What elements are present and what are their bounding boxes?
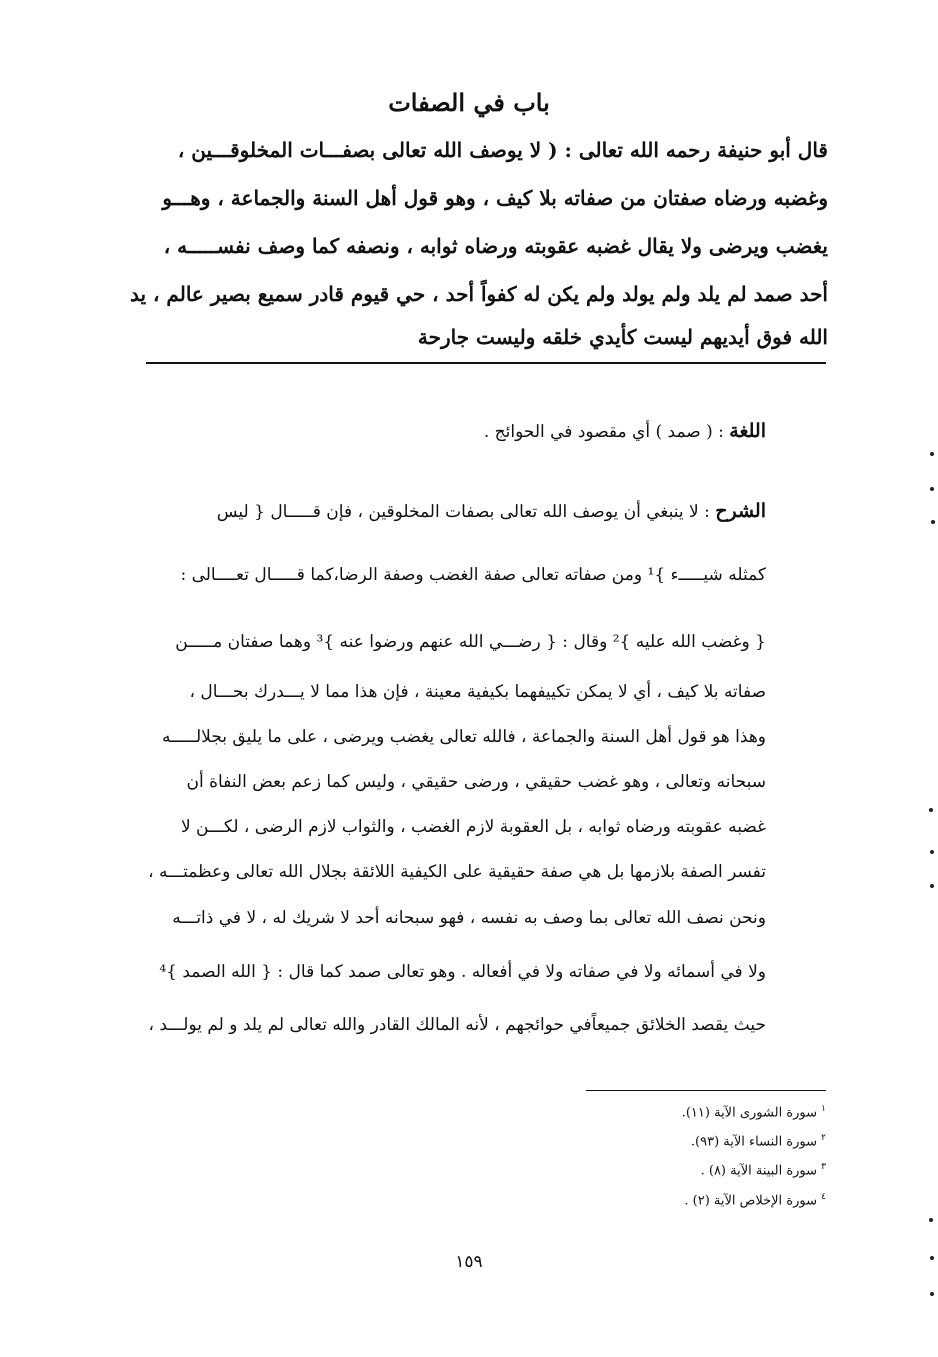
matn-line: يغضب ويرضى ولا يقال غضبه عقوبته ورضاه ثوابه ، ونصفه كما وصف نفســـــه ، xyxy=(163,234,828,258)
sharh-line: تفسر الصفة بلازمها بل هي صفة حقيقية على الكيفية اللائقة بجلال الله تعالى وعظمتـــه ، xyxy=(148,862,766,882)
scan-speckle xyxy=(929,808,933,812)
sharh-line: ونحن نصف الله تعالى بما وصف به نفسه ، فهو سبحانه أحد لا شريك له ، لا في ذاتـــه xyxy=(172,908,766,928)
footnote-number: ٣ xyxy=(821,1162,826,1172)
scan-speckle xyxy=(929,1218,933,1222)
sharh-line: سبحانه وتعالى ، وهو غضب حقيقي ، ورضى حقيقي ، وليس كما زعم بعض النفاة أن xyxy=(186,772,766,792)
matn-line: الله فوق أيديهم ليست كأيدي خلقه وليست جارحة xyxy=(417,325,828,349)
footnote-text: سورة البينة الآية (٨) . xyxy=(700,1163,818,1179)
footnote xyxy=(684,1192,826,1208)
footnote-number: ٢ xyxy=(821,1133,826,1143)
footnote-number: ١ xyxy=(821,1104,826,1114)
scan-speckle xyxy=(930,487,934,491)
footnote-text: سورة الشورى الآية (١١). xyxy=(681,1105,818,1121)
scan-speckle xyxy=(930,452,934,456)
footnote-text: سورة الإخلاص الآية (٢) . xyxy=(684,1193,818,1209)
matn-line: وغضبه ورضاه صفتان من صفاته بلا كيف ، وهو قول أهل السنة والجماعة ، وهـــو xyxy=(162,186,828,210)
matn-line: أحد صمد لم يلد ولم يولد ولم يكن له كفواً أحد ، حي قيوم قادر سميع بصير عالم ، يد xyxy=(129,282,828,306)
footnote-divider xyxy=(586,1090,826,1091)
footnote xyxy=(691,1133,826,1149)
lugha-label: اللغة xyxy=(729,420,766,442)
sharh-line: حيث يقصد الخلائق جميعاًفي حوائجهم ، لأنه المالك القادر والله تعالى لم يلد و لم يولـــد ، xyxy=(148,1015,766,1035)
footnote xyxy=(682,1104,826,1120)
sharh-line: غضبه عقوبته ورضاه ثوابه ، بل العقوبة لازم الغضب ، والثواب لازم الرضى ، لكـــن لا xyxy=(180,817,766,837)
sharh-line: ولا في أسمائه ولا في صفاته ولا في أفعاله . وهو تعالى صمد كما قال : { الله الصمد }⁴ xyxy=(159,962,766,982)
sharh-label: الشرح xyxy=(715,500,766,522)
scan-speckle xyxy=(930,850,934,854)
lugha-line xyxy=(116,420,766,442)
scan-speckle xyxy=(930,1256,934,1260)
matn-line: قال أبو حنيفة رحمه الله تعالى : ( لا يوصف الله تعالى بصفـــات المخلوقـــين ، xyxy=(177,138,828,162)
sharh-line xyxy=(116,500,766,522)
footnote xyxy=(701,1162,826,1178)
scan-speckle xyxy=(931,520,935,524)
sharh-line: كمثله شيـــــء }¹ ومن صفاته تعالى صفة الغضب وصفة الرضا،كما قـــــال تعــــالى : xyxy=(180,565,766,585)
page-number: ١٥٩ xyxy=(455,1252,483,1272)
scan-speckle xyxy=(930,884,934,888)
footnote-number: ٤ xyxy=(821,1192,826,1202)
footnote-text: سورة النساء الآية (٩٣). xyxy=(690,1134,818,1150)
lugha-text: : ( صمد ) أي مقصود في الحوائج . xyxy=(483,422,724,442)
sharh-line: وهذا هو قول أهل السنة والجماعة ، فالله تعالى يغضب ويرضى ، على ما يليق بجلالـــــه xyxy=(161,727,766,747)
sharh-line: { وغضب الله عليه }² وقال : { رضـــي الله عنهم ورضوا عنه }³ وهما صفتان مـــــن xyxy=(175,632,766,652)
scan-speckle xyxy=(930,1292,934,1296)
sharh-text: : لا ينبغي أن يوصف الله تعالى بصفات المخلوقين ، فإن قـــــال { ليس xyxy=(216,502,710,522)
section-divider xyxy=(146,362,826,364)
sharh-line: صفاته بلا كيف ، أي لا يمكن تكييفهما بكيفية معينة ، فإن هذا مما لا يـــدرك بحـــال ، xyxy=(189,682,766,702)
chapter-heading: باب في الصفات xyxy=(388,88,550,117)
